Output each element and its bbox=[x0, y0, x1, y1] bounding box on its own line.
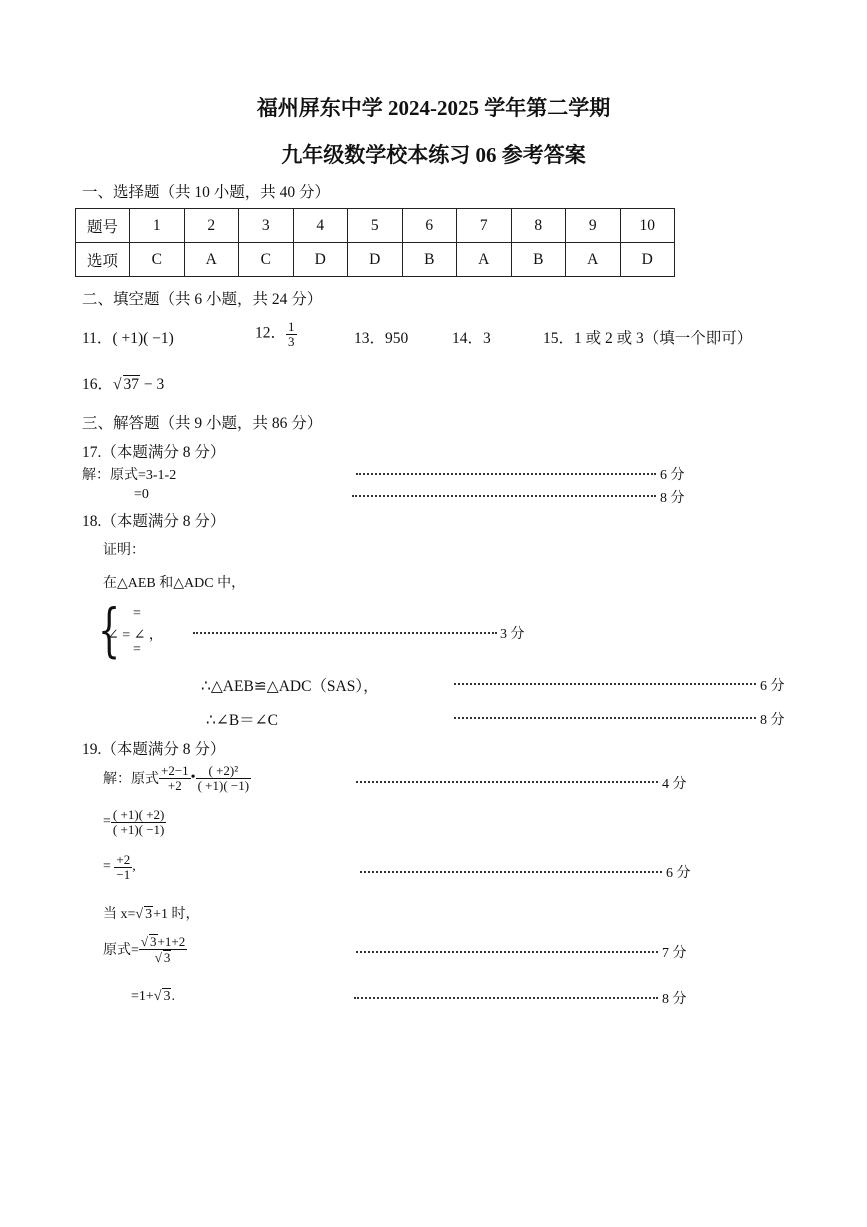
table-cell: D bbox=[348, 243, 403, 277]
q17-heading: 17.（本题满分 8 分） bbox=[82, 444, 226, 461]
q16-tail: − 3 bbox=[143, 376, 165, 393]
q17-line2: =0 bbox=[134, 487, 149, 502]
q17-line1: 解：原式=3-1-2 bbox=[82, 468, 177, 483]
table-cell: D bbox=[620, 243, 675, 277]
numerator-tail: +1+2 bbox=[157, 934, 186, 949]
q19-step3 bbox=[103, 853, 136, 881]
condition-suffix: +1 时， bbox=[153, 907, 200, 922]
q18-score-c2: 8 分 bbox=[760, 713, 785, 728]
q19-label1: 解：原式 bbox=[103, 772, 159, 788]
equals-sign: = bbox=[103, 859, 115, 875]
table-cell: C bbox=[130, 243, 185, 277]
q19-fraction1 bbox=[159, 764, 191, 792]
table-cell: A bbox=[566, 243, 621, 277]
dotted-leader bbox=[454, 683, 756, 685]
table-cell: B bbox=[511, 243, 566, 277]
q19-condition bbox=[103, 903, 200, 923]
sqrt-symbol: √ bbox=[113, 376, 122, 393]
q17-score2: 8 分 bbox=[660, 491, 685, 506]
fraction-denominator: +2 bbox=[167, 777, 182, 793]
q19-step4 bbox=[103, 934, 187, 964]
fraction-numerator: √ 3+1+2 bbox=[140, 934, 186, 949]
answer-q14: 14．3 bbox=[452, 330, 491, 347]
table-row bbox=[76, 243, 675, 277]
section-heading-choice: 一、选择题（共 10 小题，共 40 分） bbox=[82, 184, 331, 201]
q18-proof-label: 证明： bbox=[103, 543, 145, 558]
page-title: 福州屏东中学 2024-2025 学年第二学期 bbox=[256, 96, 611, 120]
table-cell: 6 bbox=[402, 209, 457, 243]
q12-numerator: 1 bbox=[288, 319, 295, 334]
q19-score3: 7 分 bbox=[662, 946, 687, 961]
table-cell: A bbox=[457, 243, 512, 277]
q18-score-c1: 6 分 bbox=[760, 679, 785, 694]
q18-score-system: 3 分 bbox=[500, 627, 525, 642]
condition-radicand: 3 bbox=[145, 907, 153, 922]
q19-score1: 4 分 bbox=[662, 777, 687, 792]
q19-final bbox=[131, 988, 175, 1005]
condition-prefix: 当 x= bbox=[103, 907, 136, 922]
fraction-numerator: +2−1 bbox=[161, 763, 189, 778]
page-subtitle: 九年级数学校本练习 06 参考答案 bbox=[281, 143, 586, 167]
table-cell: A bbox=[184, 243, 239, 277]
q19-heading: 19.（本题满分 8 分） bbox=[82, 741, 226, 758]
dotted-leader bbox=[360, 871, 662, 873]
sqrt-symbol: √ bbox=[135, 907, 144, 922]
final-radicand: 3 bbox=[163, 989, 171, 1004]
q19-step1 bbox=[103, 764, 251, 792]
q19-score2: 6 分 bbox=[666, 866, 691, 881]
answer-q12 bbox=[255, 320, 297, 348]
fraction-denominator: ( +1)( −1) bbox=[112, 821, 165, 837]
numerator-radicand: 3 bbox=[150, 934, 157, 949]
q19-step2 bbox=[103, 808, 166, 836]
left-brace: { bbox=[98, 596, 121, 664]
table-header-cell: 题号 bbox=[76, 209, 130, 243]
q12-denominator: 3 bbox=[288, 333, 295, 349]
dotted-leader bbox=[356, 473, 656, 475]
q18-system-line3: = bbox=[133, 642, 141, 657]
q16-label: 16． bbox=[82, 376, 114, 393]
dotted-leader bbox=[354, 997, 658, 999]
fraction-denominator: −1 bbox=[116, 866, 131, 882]
table-cell: 5 bbox=[348, 209, 403, 243]
table-row bbox=[76, 209, 675, 243]
q19-label2: 原式= bbox=[103, 943, 139, 959]
table-cell: B bbox=[402, 243, 457, 277]
fraction-denominator: ( +1)( −1) bbox=[197, 777, 250, 793]
answer-q16 bbox=[82, 372, 164, 394]
dotted-leader bbox=[193, 632, 497, 634]
multiply-dot: • bbox=[190, 770, 196, 786]
q17-score1: 6 分 bbox=[660, 468, 685, 483]
q19-fraction2 bbox=[196, 764, 251, 792]
q19-fraction5 bbox=[139, 934, 187, 964]
q11-label: 11． bbox=[82, 330, 113, 347]
table-cell: 7 bbox=[457, 209, 512, 243]
q18-system-line2: ∠ = ∠ ， bbox=[107, 628, 163, 643]
q11-answer: ( +1)( −1) bbox=[112, 330, 174, 347]
table-header-cell: 选项 bbox=[76, 243, 130, 277]
final-suffix: . bbox=[171, 989, 175, 1004]
table-cell: 2 bbox=[184, 209, 239, 243]
q18-conclusion1: ∴△AEB≌△ADC（SAS）， bbox=[201, 678, 379, 695]
answer-q15: 15．1 或 2 或 3（填一个即可） bbox=[543, 330, 753, 347]
q19-score4: 8 分 bbox=[662, 992, 687, 1007]
table-cell: 10 bbox=[620, 209, 675, 243]
table-cell: 3 bbox=[239, 209, 294, 243]
section-heading-fill: 二、填空题（共 6 小题，共 24 分） bbox=[82, 291, 323, 308]
dotted-leader bbox=[352, 495, 656, 497]
q19-fraction3 bbox=[111, 808, 166, 836]
q18-heading: 18.（本题满分 8 分） bbox=[82, 513, 226, 530]
table-cell: 8 bbox=[511, 209, 566, 243]
fraction-numerator: ( +2)² bbox=[196, 764, 251, 779]
q18-intro: 在△AEB 和△ADC 中， bbox=[103, 576, 246, 591]
equals-sign: = bbox=[103, 814, 111, 830]
comma: , bbox=[132, 859, 136, 875]
q12-label: 12． bbox=[255, 324, 287, 342]
table-cell: 9 bbox=[566, 209, 621, 243]
q16-radicand: 37 bbox=[123, 376, 140, 393]
final-prefix: =1+ bbox=[131, 989, 154, 1004]
answer-q11 bbox=[82, 326, 174, 348]
answer-table bbox=[75, 208, 675, 277]
q19-fraction4 bbox=[114, 853, 132, 881]
denominator-radicand: 3 bbox=[163, 949, 171, 965]
fraction-denominator: √ 3 bbox=[154, 949, 171, 965]
dotted-leader bbox=[356, 951, 658, 953]
answer-q13: 13．950 bbox=[354, 330, 409, 347]
dotted-leader bbox=[356, 781, 658, 783]
table-cell: 4 bbox=[293, 209, 348, 243]
table-cell: D bbox=[293, 243, 348, 277]
table-cell: C bbox=[239, 243, 294, 277]
q18-system-line1: = bbox=[133, 606, 141, 621]
table-cell: 1 bbox=[130, 209, 185, 243]
q12-fraction bbox=[286, 320, 297, 348]
fraction-numerator: ( +1)( +2) bbox=[112, 807, 165, 822]
fraction-numerator: +2 bbox=[116, 852, 131, 867]
sqrt-symbol: √ bbox=[153, 989, 162, 1004]
dotted-leader bbox=[454, 717, 756, 719]
q18-conclusion2: ∴∠B＝∠C bbox=[206, 712, 279, 729]
section-heading-solve: 三、解答题（共 9 小题，共 86 分） bbox=[82, 415, 323, 432]
